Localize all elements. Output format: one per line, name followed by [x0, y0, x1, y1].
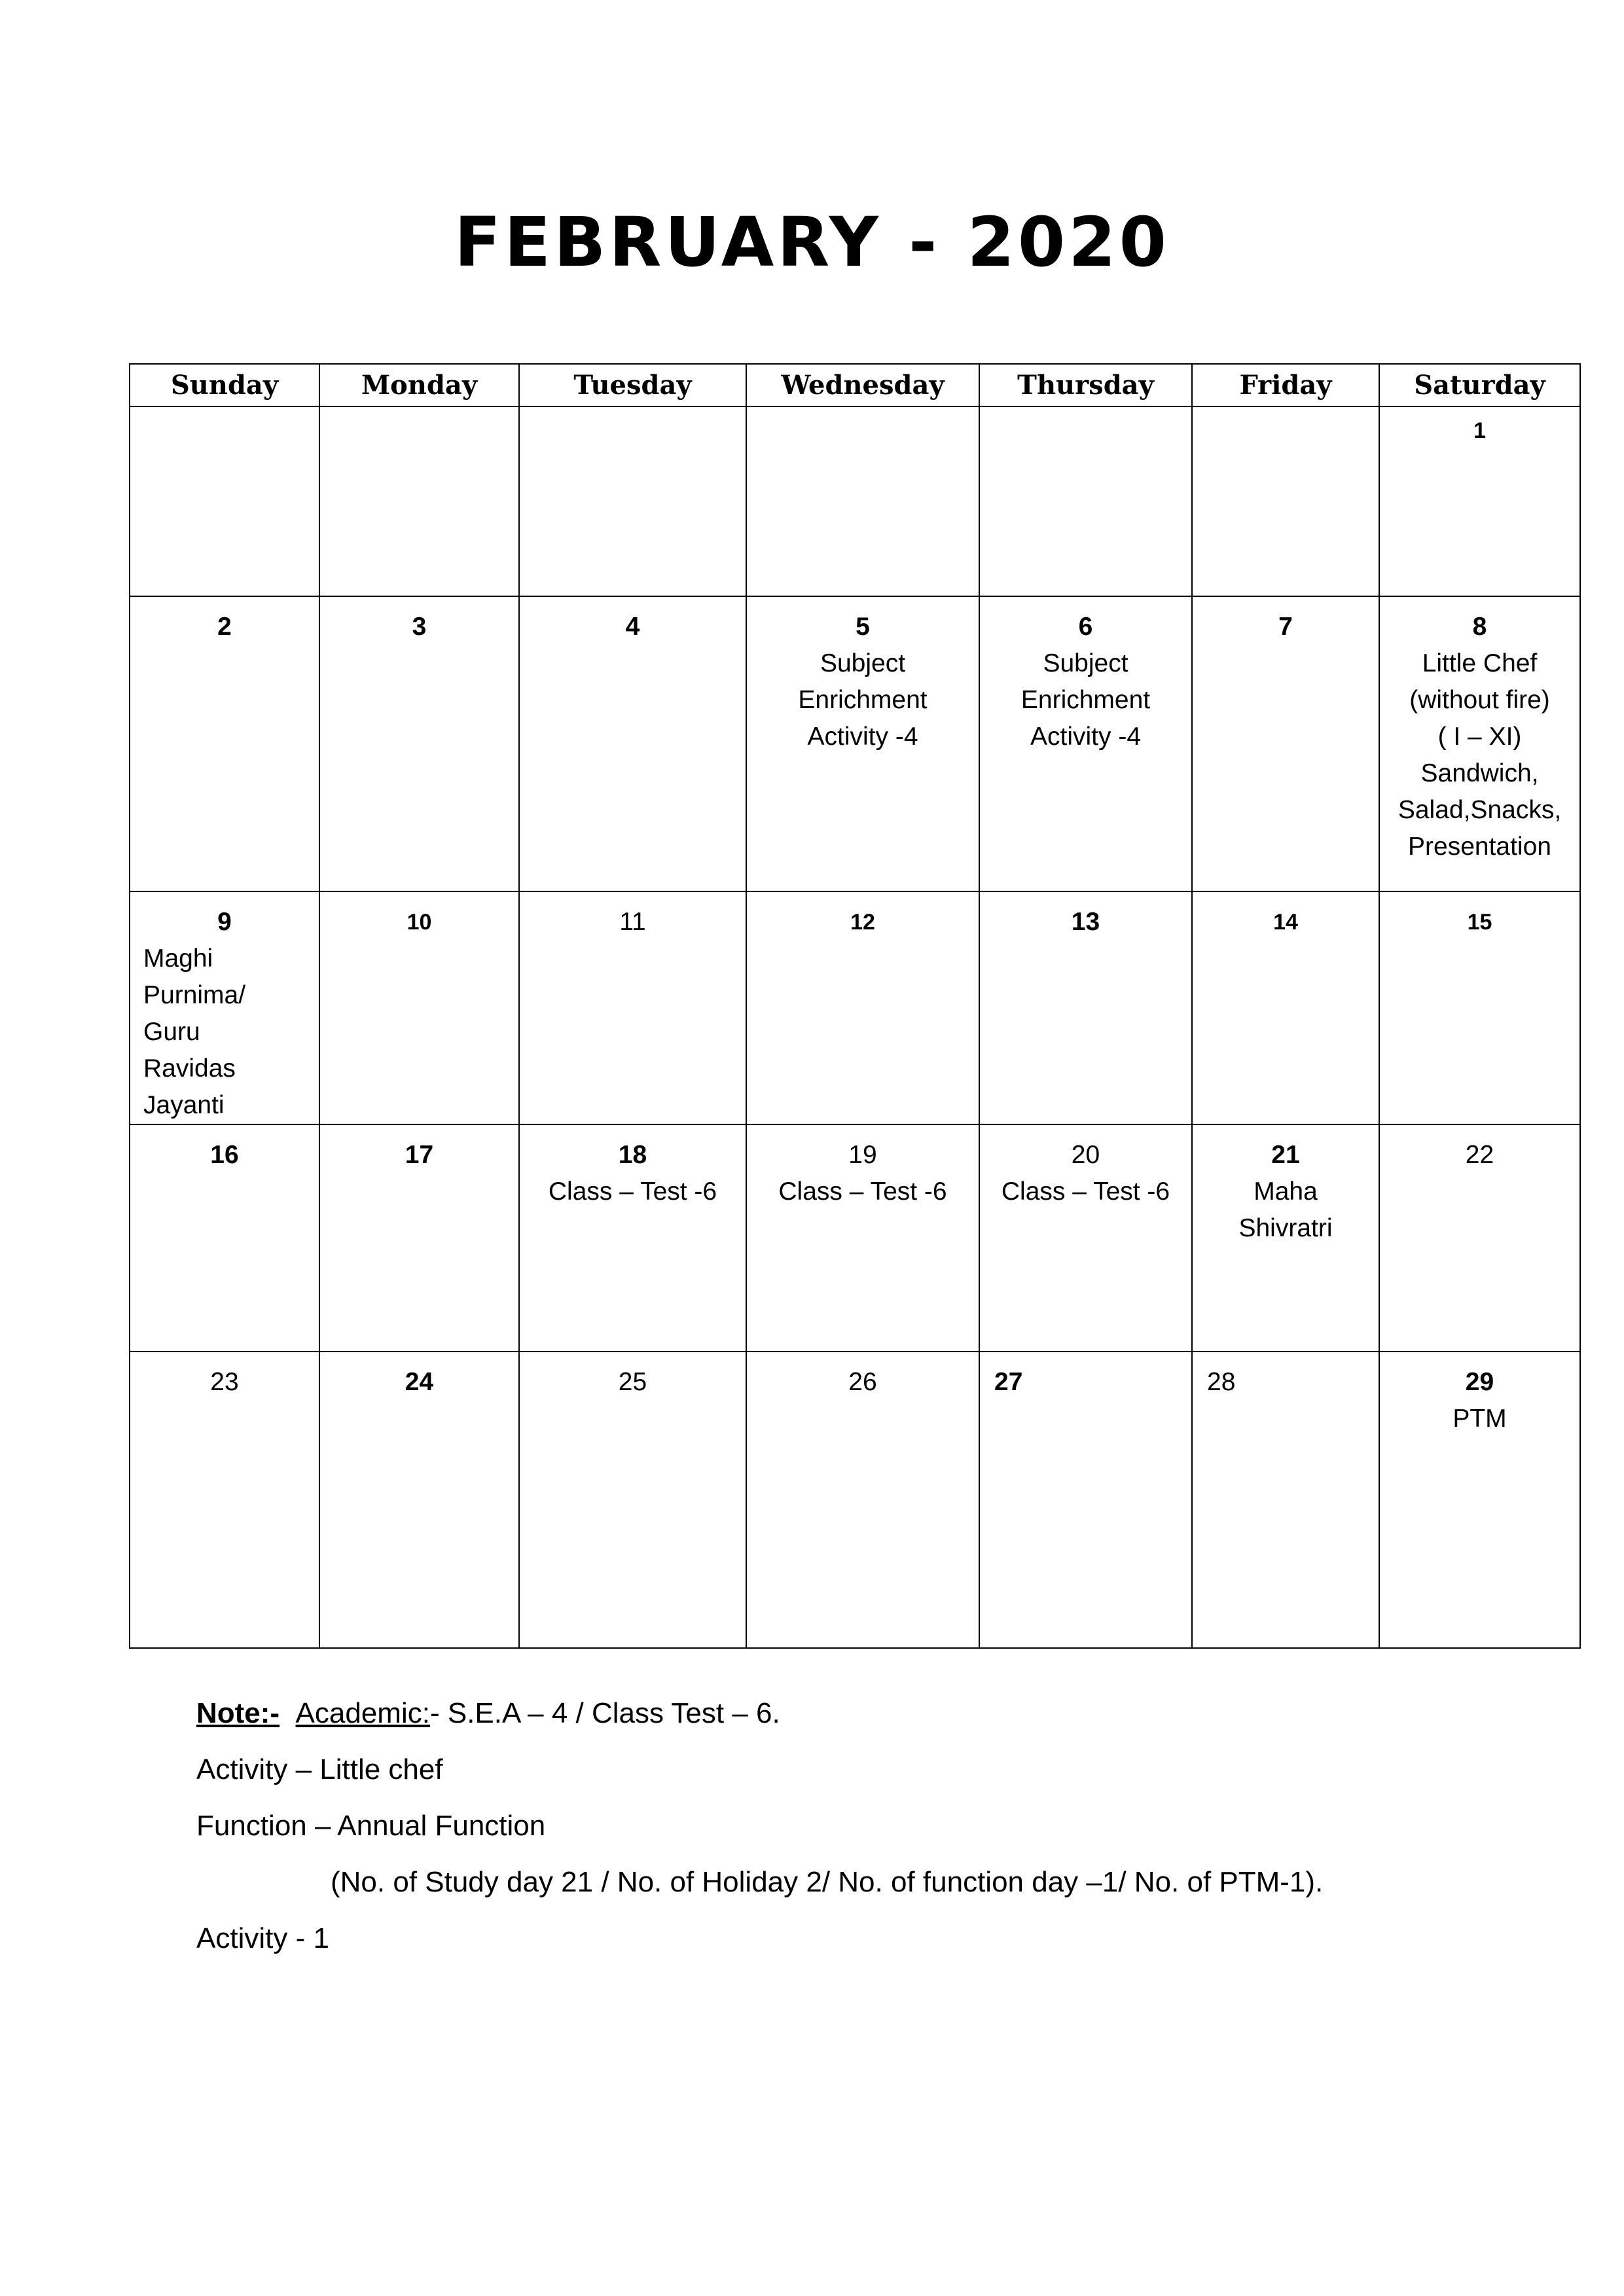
- week-row-4: [130, 1124, 1580, 1352]
- day-cell-11: [519, 891, 746, 1124]
- day-cell-7: [1192, 596, 1379, 891]
- day-cell-25: [519, 1352, 746, 1648]
- event-text: Guru: [143, 1018, 200, 1046]
- day-number: 8: [1472, 613, 1487, 641]
- day-cell-15: [1379, 891, 1580, 1124]
- day-number: 12: [850, 910, 875, 935]
- weekday-sunday: Sunday: [130, 364, 319, 406]
- day-number: 14: [1273, 910, 1298, 935]
- weekday-wednesday: Wednesday: [746, 364, 979, 406]
- day-cell-29: [1379, 1352, 1580, 1648]
- event-text: Maha: [1254, 1177, 1318, 1206]
- event-text: Shivratri: [1238, 1214, 1333, 1242]
- day-cell-16: [130, 1124, 319, 1352]
- weekday-thursday: Thursday: [979, 364, 1192, 406]
- weekday-monday: Monday: [319, 364, 519, 406]
- event-text: Ravidas: [143, 1054, 236, 1083]
- day-number: 17: [405, 1141, 434, 1169]
- note-activity-count-line: Activity - 1: [196, 1922, 329, 1954]
- event-text: ( I – XI): [1437, 723, 1522, 751]
- day-cell-12: [746, 891, 979, 1124]
- note-function-line: Function – Annual Function: [196, 1810, 546, 1842]
- academic-label: Academic:: [295, 1697, 430, 1729]
- event-text: Subject: [1043, 649, 1128, 677]
- day-number: 24: [405, 1368, 434, 1396]
- day-number: 26: [848, 1368, 877, 1396]
- empty-cell: [979, 406, 1192, 596]
- day-number: 1: [1473, 418, 1486, 443]
- note-activity-line: Activity – Little chef: [196, 1753, 443, 1785]
- day-cell-22: [1379, 1124, 1580, 1352]
- day-number: 6: [1078, 613, 1093, 641]
- page-title: FEBRUARY - 2020: [454, 202, 1170, 282]
- day-number: 16: [210, 1141, 239, 1169]
- day-cell-14: [1192, 891, 1379, 1124]
- event-text: Enrichment: [798, 686, 928, 714]
- day-number: 20: [1071, 1141, 1100, 1169]
- event-text: Sandwich,: [1420, 759, 1539, 787]
- event-text: (without fire): [1409, 686, 1550, 714]
- empty-cell: [319, 406, 519, 596]
- day-cell-10: [319, 891, 519, 1124]
- week-row-5: [130, 1352, 1580, 1648]
- academic-text: - S.E.A – 4 / Class Test – 6.: [429, 1697, 780, 1729]
- day-cell-5: [746, 596, 979, 891]
- event-text: Maghi: [143, 944, 213, 973]
- event-text: Class – Test -6: [778, 1177, 947, 1206]
- event-text: Presentation: [1408, 833, 1551, 861]
- weekday-header-row: [130, 364, 1580, 406]
- day-cell-26: [746, 1352, 979, 1648]
- empty-cell: [519, 406, 746, 596]
- day-number: 7: [1278, 613, 1293, 641]
- event-text: Enrichment: [1020, 686, 1151, 714]
- day-number: 5: [856, 613, 870, 641]
- note-academic-line: [196, 1685, 1506, 1742]
- week-row-2: [130, 596, 1580, 891]
- day-cell-19: [746, 1124, 979, 1352]
- event-text: Class – Test -6: [1001, 1177, 1170, 1206]
- day-cell-13: [979, 891, 1192, 1124]
- event-text: Jayanti: [143, 1091, 225, 1119]
- event-text: Little Chef: [1422, 649, 1538, 677]
- day-cell-24: [319, 1352, 519, 1648]
- day-cell-2: [130, 596, 319, 891]
- day-cell-9: [130, 891, 319, 1124]
- day-cell-3: [319, 596, 519, 891]
- day-cell-4: [519, 596, 746, 891]
- event-text: Class – Test -6: [548, 1177, 717, 1206]
- event-text: Subject: [820, 649, 906, 677]
- day-number: 15: [1467, 910, 1492, 935]
- day-cell-23: [130, 1352, 319, 1648]
- day-cell-27: [979, 1352, 1192, 1648]
- event-text: PTM: [1453, 1405, 1507, 1433]
- day-cell-8: [1379, 596, 1580, 891]
- day-number: 3: [412, 613, 427, 641]
- day-number: 27: [994, 1368, 1023, 1396]
- weekday-saturday: Saturday: [1379, 364, 1580, 406]
- day-number: 13: [1071, 908, 1100, 936]
- day-number: 9: [217, 908, 232, 936]
- note-label: Note:-: [196, 1697, 280, 1729]
- day-number: 10: [406, 910, 432, 935]
- day-number: 23: [210, 1368, 239, 1396]
- day-cell-20: [979, 1124, 1192, 1352]
- day-cell-6: [979, 596, 1192, 891]
- empty-cell: [1192, 406, 1379, 596]
- day-cell-18: [519, 1124, 746, 1352]
- day-number: 22: [1465, 1141, 1494, 1169]
- note-summary-line: (No. of Study day 21 / No. of Holiday 2/ No. of function day –1/ No. of PTM-1).: [331, 1866, 1324, 1898]
- day-number: 21: [1271, 1141, 1300, 1169]
- week-row-3: [130, 891, 1580, 1124]
- weekday-tuesday: Tuesday: [519, 364, 746, 406]
- day-number: 28: [1207, 1368, 1236, 1396]
- event-text: Activity -4: [1030, 723, 1142, 751]
- empty-cell: [130, 406, 319, 596]
- day-number: 18: [618, 1141, 647, 1169]
- day-cell-28: [1192, 1352, 1379, 1648]
- day-number: 19: [848, 1141, 877, 1169]
- day-number: 25: [618, 1368, 647, 1396]
- day-number: 4: [625, 613, 640, 641]
- day-number: 29: [1465, 1368, 1494, 1396]
- empty-cell: [746, 406, 979, 596]
- event-text: Activity -4: [807, 723, 918, 751]
- day-cell-21: [1192, 1124, 1379, 1352]
- day-cell-1: [1379, 406, 1580, 596]
- event-text: Purnima/: [143, 981, 246, 1009]
- day-number: 11: [619, 908, 646, 936]
- event-text: Salad,Snacks,: [1398, 796, 1562, 824]
- day-cell-17: [319, 1124, 519, 1352]
- calendar-table: [129, 363, 1581, 1649]
- notes-section: [196, 1685, 1506, 1967]
- week-row-1: [130, 406, 1580, 596]
- day-number: 2: [217, 613, 232, 641]
- weekday-friday: Friday: [1192, 364, 1379, 406]
